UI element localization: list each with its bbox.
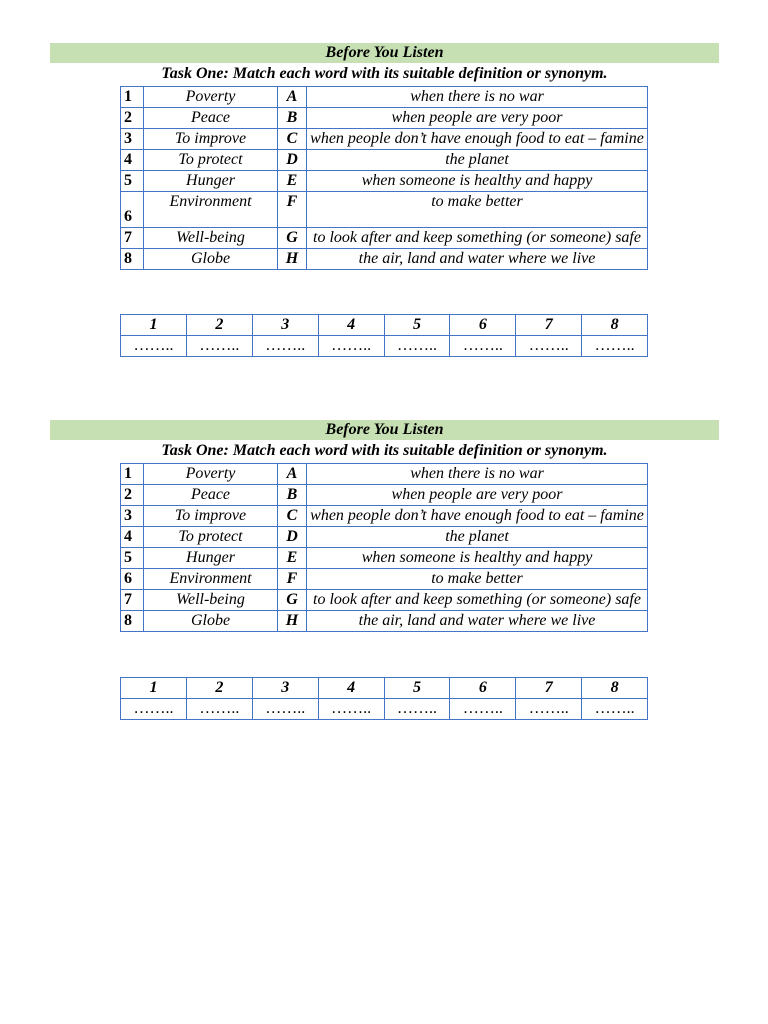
answer-number: 3 xyxy=(252,315,318,336)
answer-blank[interactable]: …….. xyxy=(450,336,516,357)
row-number: 2 xyxy=(121,108,144,129)
answer-blank[interactable]: …….. xyxy=(582,336,648,357)
task-instruction: Task One: Match each word with its suitable definition or synonym. xyxy=(161,442,608,459)
word-cell: Globe xyxy=(144,611,278,632)
letter-cell: G xyxy=(278,590,307,611)
letter-cell: C xyxy=(278,129,307,150)
answer-number: 8 xyxy=(582,678,648,699)
answer-blank[interactable]: …….. xyxy=(450,699,516,720)
answer-blank[interactable]: …….. xyxy=(516,336,582,357)
answer-number: 8 xyxy=(582,315,648,336)
answer-number: 7 xyxy=(516,678,582,699)
word-cell: Well-being xyxy=(144,228,278,249)
table-row xyxy=(121,150,648,171)
letter-cell: H xyxy=(278,249,307,270)
letter-cell: E xyxy=(278,171,307,192)
definition-cell: to make better xyxy=(307,569,648,590)
row-number: 6 xyxy=(121,192,144,228)
word-cell: Poverty xyxy=(144,464,278,485)
word-cell: Peace xyxy=(144,485,278,506)
answer-number: 5 xyxy=(384,315,450,336)
definition-cell: to look after and keep something (or someone) safe xyxy=(307,590,648,611)
word-cell: To protect xyxy=(144,150,278,171)
answer-number: 2 xyxy=(186,678,252,699)
definition-cell: when someone is healthy and happy xyxy=(307,171,648,192)
table-row xyxy=(121,506,648,527)
answer-blank[interactable]: …….. xyxy=(318,336,384,357)
row-number: 5 xyxy=(121,548,144,569)
table-row xyxy=(121,464,648,485)
answer-number: 4 xyxy=(318,678,384,699)
definition-cell: when there is no war xyxy=(307,464,648,485)
answer-number: 5 xyxy=(384,678,450,699)
answer-blank[interactable]: …….. xyxy=(516,699,582,720)
word-cell: Poverty xyxy=(144,87,278,108)
letter-cell: H xyxy=(278,611,307,632)
word-cell: To protect xyxy=(144,527,278,548)
row-number: 7 xyxy=(121,590,144,611)
table-row xyxy=(121,249,648,270)
answer-number: 6 xyxy=(450,315,516,336)
task-instruction: Task One: Match each word with its suitable definition or synonym. xyxy=(161,65,608,82)
answer-number: 6 xyxy=(450,678,516,699)
definition-cell: when people are very poor xyxy=(307,485,648,506)
answer-number: 1 xyxy=(121,315,187,336)
letter-cell: B xyxy=(278,108,307,129)
answer-blank[interactable]: …….. xyxy=(121,699,187,720)
answer-blank-row xyxy=(121,336,648,357)
row-number: 3 xyxy=(121,129,144,150)
answer-grid xyxy=(120,314,648,357)
letter-cell: D xyxy=(278,527,307,548)
definition-cell: when people don’t have enough food to eat – famine xyxy=(307,506,648,527)
word-cell: Environment xyxy=(144,569,278,590)
row-number: 8 xyxy=(121,611,144,632)
matching-table xyxy=(120,463,648,632)
definition-cell: to look after and keep something (or someone) safe xyxy=(307,228,648,249)
table-row xyxy=(121,108,648,129)
definition-cell: when people don’t have enough food to eat – famine xyxy=(307,129,648,150)
row-number: 4 xyxy=(121,150,144,171)
word-cell: Well-being xyxy=(144,590,278,611)
table-row xyxy=(121,228,648,249)
definition-cell: when people are very poor xyxy=(307,108,648,129)
table-row xyxy=(121,569,648,590)
row-number: 4 xyxy=(121,527,144,548)
answer-blank[interactable]: …….. xyxy=(186,699,252,720)
answer-blank[interactable]: …….. xyxy=(318,699,384,720)
definition-cell: the planet xyxy=(307,150,648,171)
answer-number-row xyxy=(121,678,648,699)
row-number: 1 xyxy=(121,464,144,485)
table-row xyxy=(121,192,648,228)
letter-cell: F xyxy=(278,569,307,590)
letter-cell: E xyxy=(278,548,307,569)
row-number: 6 xyxy=(121,569,144,590)
row-number: 1 xyxy=(121,87,144,108)
letter-cell: A xyxy=(278,464,307,485)
section-heading: Before You Listen xyxy=(50,420,719,440)
matching-table xyxy=(120,86,648,270)
table-row xyxy=(121,611,648,632)
definition-cell: the planet xyxy=(307,527,648,548)
table-row xyxy=(121,527,648,548)
definition-cell: when someone is healthy and happy xyxy=(307,548,648,569)
answer-number: 3 xyxy=(252,678,318,699)
word-cell: Peace xyxy=(144,108,278,129)
answer-number-row xyxy=(121,315,648,336)
letter-cell: F xyxy=(278,192,307,228)
answer-blank[interactable]: …….. xyxy=(384,699,450,720)
table-row xyxy=(121,171,648,192)
table-row xyxy=(121,590,648,611)
answer-blank[interactable]: …….. xyxy=(121,336,187,357)
section-heading: Before You Listen xyxy=(50,43,719,63)
definition-cell: when there is no war xyxy=(307,87,648,108)
row-number: 2 xyxy=(121,485,144,506)
letter-cell: C xyxy=(278,506,307,527)
answer-grid xyxy=(120,677,648,720)
table-row xyxy=(121,87,648,108)
definition-cell: to make better xyxy=(307,192,648,228)
word-cell: To improve xyxy=(144,129,278,150)
answer-blank[interactable]: …….. xyxy=(252,699,318,720)
table-row xyxy=(121,548,648,569)
definition-cell: the air, land and water where we live xyxy=(307,249,648,270)
row-number: 8 xyxy=(121,249,144,270)
answer-blank[interactable]: …….. xyxy=(252,336,318,357)
answer-number: 1 xyxy=(121,678,187,699)
word-cell: Environment xyxy=(144,192,278,228)
word-cell: To improve xyxy=(144,506,278,527)
word-cell: Globe xyxy=(144,249,278,270)
word-cell: Hunger xyxy=(144,171,278,192)
letter-cell: G xyxy=(278,228,307,249)
answer-blank[interactable]: …….. xyxy=(384,336,450,357)
letter-cell: D xyxy=(278,150,307,171)
answer-number: 2 xyxy=(186,315,252,336)
table-row xyxy=(121,129,648,150)
row-number: 3 xyxy=(121,506,144,527)
table-row xyxy=(121,485,648,506)
answer-number: 7 xyxy=(516,315,582,336)
answer-blank-row xyxy=(121,699,648,720)
row-number: 7 xyxy=(121,228,144,249)
answer-blank[interactable]: …….. xyxy=(582,699,648,720)
letter-cell: B xyxy=(278,485,307,506)
definition-cell: the air, land and water where we live xyxy=(307,611,648,632)
answer-blank[interactable]: …….. xyxy=(186,336,252,357)
word-cell: Hunger xyxy=(144,548,278,569)
row-number: 5 xyxy=(121,171,144,192)
answer-number: 4 xyxy=(318,315,384,336)
letter-cell: A xyxy=(278,87,307,108)
